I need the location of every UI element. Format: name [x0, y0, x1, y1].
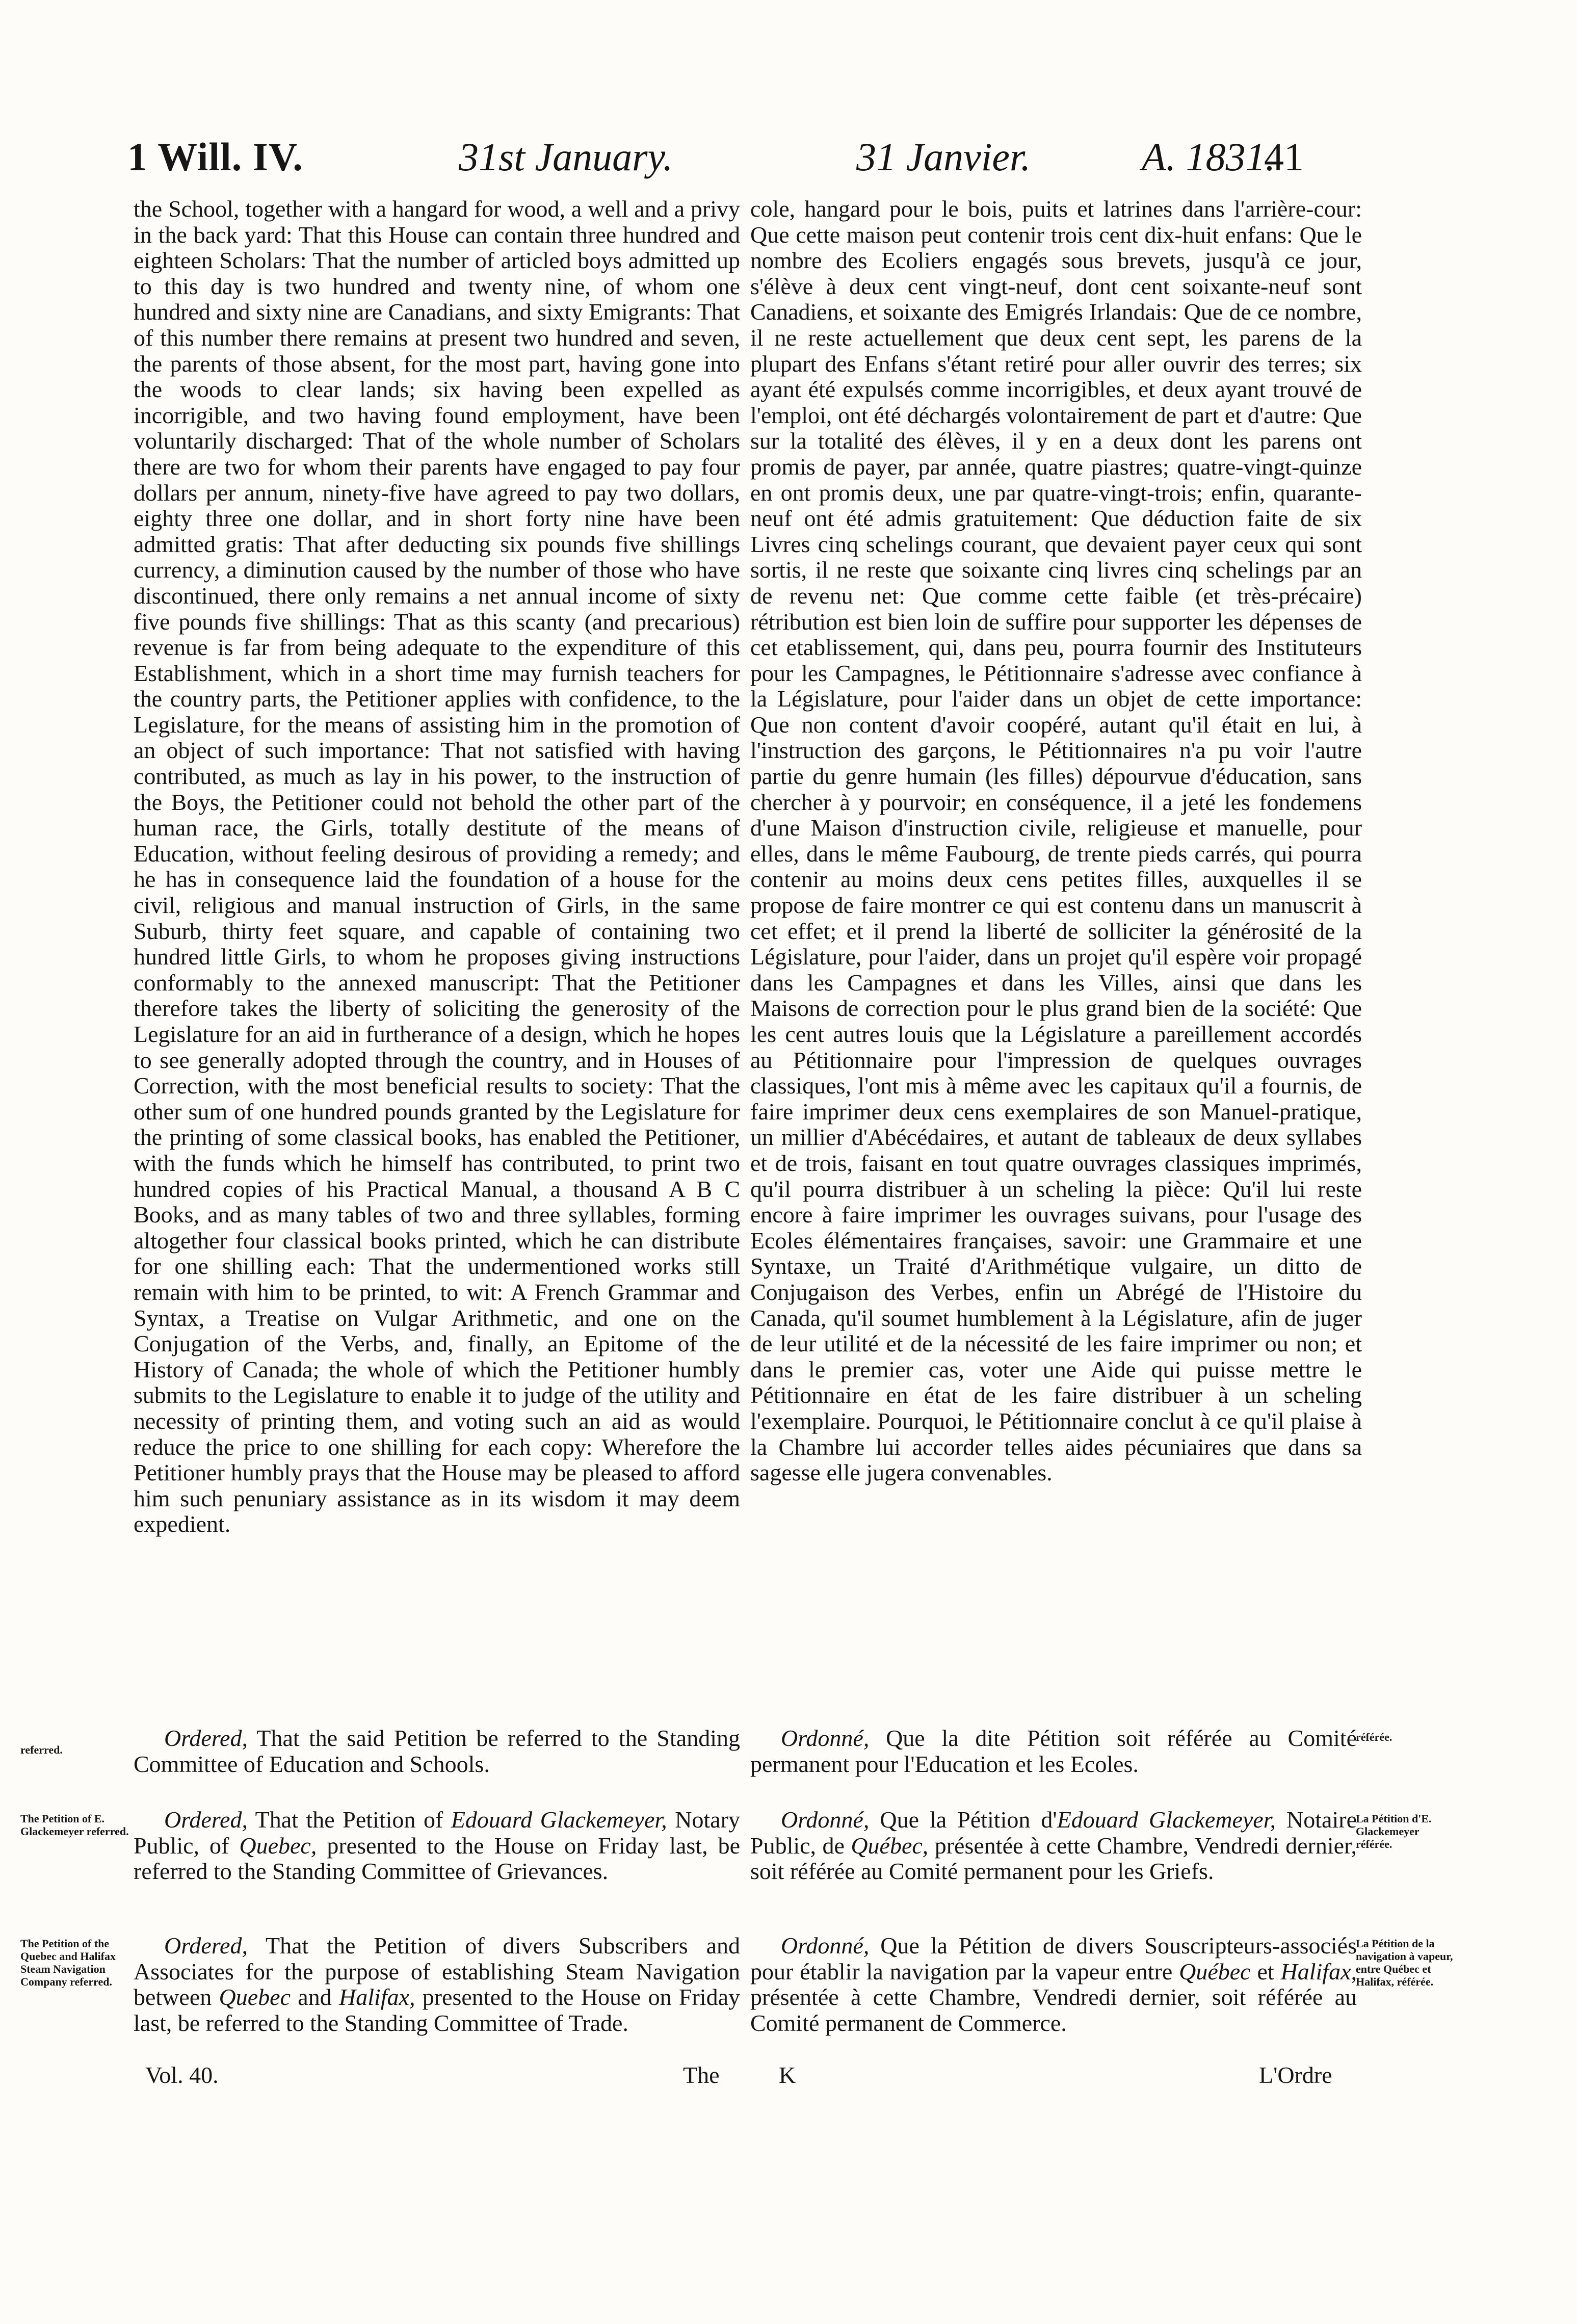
order-text: Notary Public, of	[134, 1807, 740, 1859]
margin-note-referee: référée.	[1356, 1731, 1392, 1743]
place-name: Québec	[1179, 1958, 1251, 1984]
order-text: presented to the House on Friday last, be referred to the Standing Committee of Grievances.	[134, 1832, 740, 1885]
petitioner-name: Edouard Glackemeyer,	[451, 1807, 667, 1833]
order-lead: Ordonné,	[781, 1807, 870, 1833]
english-petition-text	[134, 196, 740, 1537]
place-name: Quebec,	[239, 1832, 317, 1859]
margin-note-referred: referred.	[20, 1743, 63, 1756]
order-text: Que la dite Pétition soit référée au Comité permanent pour l'Education et les Ecoles.	[750, 1725, 1357, 1777]
french-order-1	[750, 1726, 1357, 1777]
margin-note-steam-navigation: The Petition of the Quebec and Halifax Steam Navigation Company referred.	[20, 1937, 116, 1988]
margin-note-glackemeyer: The Petition of E. Glackemeyer referred.	[20, 1812, 129, 1838]
french-petition-body: cole, hangard pour le bois, puits et latrines dans l'arrière-cour: Que cette maison peut contenir trois cent dix-huit enfans: Que le nombre des Ecoliers engagés sous brevets, jusqu'à ce jour, s'élève à deux cent vingt-neuf, dont cent soixante-neuf sont Canadiens, et soixante des Emigrés Irlandais: Que de ce nombre, il ne reste actuellement que deux cent sept, les parens de la plupart des Enfans s'étant retiré pour aller ouvrir des terres; six ayant été expulsés comme incorrigibles, et deux ayant trouvé de l'emploi, ont été déchargés volontairement de part et d'autre: Que sur la totalité des élèves, il y en a deux dont les parens ont promis de payer, par année, quatre piastres; quatre-vingt-quinze en ont promis deux, une par quatre-vingt-trois; enfin, quarante-neuf ont été admis gratuitement: Que déduction faite de six Livres cinq schelings courant, que devaient payer ceux qui sont sortis, il ne reste que soixante cinq livres cinq schelings par an de revenu net: Que comme cette faible (et très-précaire) rétribution est bien loin de suffire pour supporter les dépenses de cet etablissement, qui, dans peu, pourra fournir des Instituteurs pour les Campagnes, le Pétitionnaire s'adresse avec confiance à la Législature, pour l'aider dans un objet de cette importance: Que non content d'avoir coopéré, autant qu'il était en lui, à l'instruction des garçons, le Pétitionnaires n'a pu voir l'autre partie du genre humain (les filles) dépourvue d'éducation, sans chercher à y pourvoir; en conséquence, il a jeté les fondemens d'une Maison d'instruction civile, religieuse et manuelle, pour elles, dans le même Faubourg, de trente pieds carrés, qui pourra contenir au moins deux cens petites filles, auxquelles il se propose de faire montrer ce qui est contenu dans un manuscrit à cet effet; et il prend la liberté de solliciter la générosité de la Législature, pour l'aider, dans un projet qu'il espère voir propagé dans les Campagnes et dans les Villes, ainsi que dans les Maisons de correction pour le plus grand bien de la société: Que les cent autres louis que la Législature a pareillement accordés au Pétitionnaire pour l'impression de quelques ouvrages classiques, l'ont mis à même avec les capitaux qu'il a fournis, de faire imprimer deux cens exemplaires de son Manuel-pratique, un millier d'Abécédaires, et autant de tableaux de deux syllabes et de trois, faisant en tout quatre ouvrages classiques imprimés, qu'il pourra distribuer à un scheling la pièce: Qu'il lui reste encore à faire imprimer les ouvrages suivans, pour l'usage des Ecoles élémentaires françaises, savoir: une Grammaire et une Syntaxe, un Traité d'Arithmétique vulgaire, un ditto de Conjugaison des Verbes, enfin un Abrégé de l'Histoire du Canada, qu'il soumet humblement à la Législature, afin de juger de leur utilité et de la nécessité de les faire imprimer ou non; et dans le premier cas, voter une Aide qui puisse mettre le Pétitionnaire en état de les faire distribuer à un scheling l'exemplaire. Pourquoi, le Pétitionnaire conclut à ce qu'il plaise à la Chambre lui accorder telles aides pécuniaires que dans sa sagesse elle jugera convenables.	[750, 196, 1362, 1486]
order-text: et	[1250, 1958, 1281, 1984]
order-text: Que la Pétition de divers Souscripteurs-associés pour établir la navigation par la vapeur entre	[750, 1933, 1357, 1984]
order-lead: Ordered,	[164, 1807, 248, 1833]
english-order-1	[134, 1726, 740, 1777]
order-text: présentée à cette Chambre, Vendredi dernier, soit référée au Comité permanent de Commerce.	[750, 1984, 1357, 2036]
french-petition-text	[750, 196, 1362, 1486]
year: A. 1831.	[1142, 135, 1276, 179]
running-header	[127, 132, 1346, 188]
margin-note-glackemeyer-fr: La Pétition d'E. Glackemeyer référée.	[1356, 1812, 1432, 1850]
volume-number: Vol. 40.	[145, 2062, 219, 2088]
order-lead: Ordonné,	[781, 1933, 870, 1959]
french-date: 31 Janvier.	[856, 135, 1031, 179]
english-order-2	[134, 1807, 740, 1885]
order-text: presented to the House on Friday last, be referred to the Standing Committee of Trade.	[134, 1984, 740, 2036]
order-text: That the Petition of divers Subscribers and Associates for the purpose of establishing Steam Navigation between	[134, 1933, 740, 2010]
order-text: and	[291, 1984, 339, 2010]
english-petition-body: the School, together with a hangard for wood, a well and a privy in the back yard: That this House can contain three hundred and eighteen Scholars: That the number of articled boys admitted up to this day is two hundred and twenty nine, of whom one hundred and sixty nine are Canadians, and sixty Emigrants: That of this number there remains at present two hundred and seven, the parents of those absent, for the most part, having gone into the woods to clear lands; six having been expelled as incorrigible, and two having found employment, have been voluntarily discharged: That of the whole number of Scholars there are two for whom their parents have engaged to pay four dollars per annum, ninety-five have agreed to pay two dollars, eighty three one dollar, and in short forty nine have been admitted gratis: That after deducting six pounds five shillings currency, a diminution caused by the number of those who have discontinued, there only remains a net annual income of sixty five pounds five shillings: That as this scanty (and precarious) revenue is far from being adequate to the expenditure of this Establishment, which in a short time may furnish teachers for the country parts, the Petitioner applies with confidence, to the Legislature, for the means of assisting him in the promotion of an object of such importance: That not satisfied with having contributed, as much as lay in his power, to the instruction of the Boys, the Petitioner could not behold the other part of the human race, the Girls, totally destitute of the means of Education, without feeling desirous of providing a remedy; and he has in consequence laid the foundation of a house for the civil, religious and manual instruction of Girls, in the same Suburb, thirty feet square, and capable of containing two hundred little Girls, to whom he proposes giving instructions conformably to the annexed manuscript: That the Petitioner therefore takes the liberty of soliciting the generosity of the Legislature for an aid in furtherance of a design, which he hopes to see generally adopted through the country, and in Houses of Correction, with the most beneficial results to society: That the other sum of one hundred pounds granted by the Legislature for the printing of some classical books, has enabled the Petitioner, with the funds which he himself has contributed, to print two hundred copies of his Practical Manual, a thousand A B C Books, and as many tables of two and three syllables, forming altogether four classical books printed, which he can distribute for one shilling each: That the undermentioned works still remain with him to be printed, to wit: A French Grammar and Syntax, a Treatise on Vulgar Arithmetic, and one on the Conjugation of the Verbs, and, finally, an Epitome of the History of Canada; the whole of which the Petitioner humbly submits to the Legislature to enable it to judge of the utility and necessity of printing them, and voting such an aid as would reduce the price to one shilling for each copy: Wherefore the Petitioner humbly prays that the House may be pleased to afford him such penuniary assistance as in its wisdom it may deem expedient.	[134, 196, 740, 1537]
french-order-3	[750, 1933, 1357, 2036]
english-date: 31st January.	[459, 135, 673, 179]
english-order-3	[134, 1933, 740, 2036]
order-lead: Ordered,	[164, 1725, 248, 1751]
page-number: 41	[1264, 135, 1304, 179]
order-text: That the Petition of	[247, 1807, 451, 1833]
place-name: Quebec	[219, 1984, 291, 2010]
order-lead: Ordonné,	[781, 1725, 870, 1751]
catchword-english: The	[683, 2062, 720, 2088]
order-text: présentée à cette Chambre, Vendredi dernier, soit référée au Comité permanent pour les Griefs.	[750, 1832, 1357, 1885]
place-name: Halifax,	[1280, 1958, 1357, 1984]
regnal-year: 1 Will. IV.	[127, 135, 303, 179]
catchword-french: L'Ordre	[1259, 2062, 1332, 2088]
petitioner-name: Edouard Glackemeyer,	[1057, 1807, 1276, 1833]
place-name: Québec,	[851, 1832, 929, 1859]
order-text: That the said Petition be referred to the Standing Committee of Education and Schools.	[134, 1725, 740, 1777]
order-lead: Ordered,	[164, 1933, 248, 1959]
order-text: Que la Pétition d'	[869, 1807, 1057, 1833]
order-text: Notaire Public, de	[750, 1807, 1357, 1859]
margin-note-navigation-vapeur: La Pétition de la navigation à vapeur, entre Québec et Halifax, référée.	[1356, 1937, 1453, 1988]
signature-mark: K	[779, 2062, 796, 2088]
place-name: Halifax,	[338, 1984, 415, 2010]
french-order-2	[750, 1807, 1357, 1885]
